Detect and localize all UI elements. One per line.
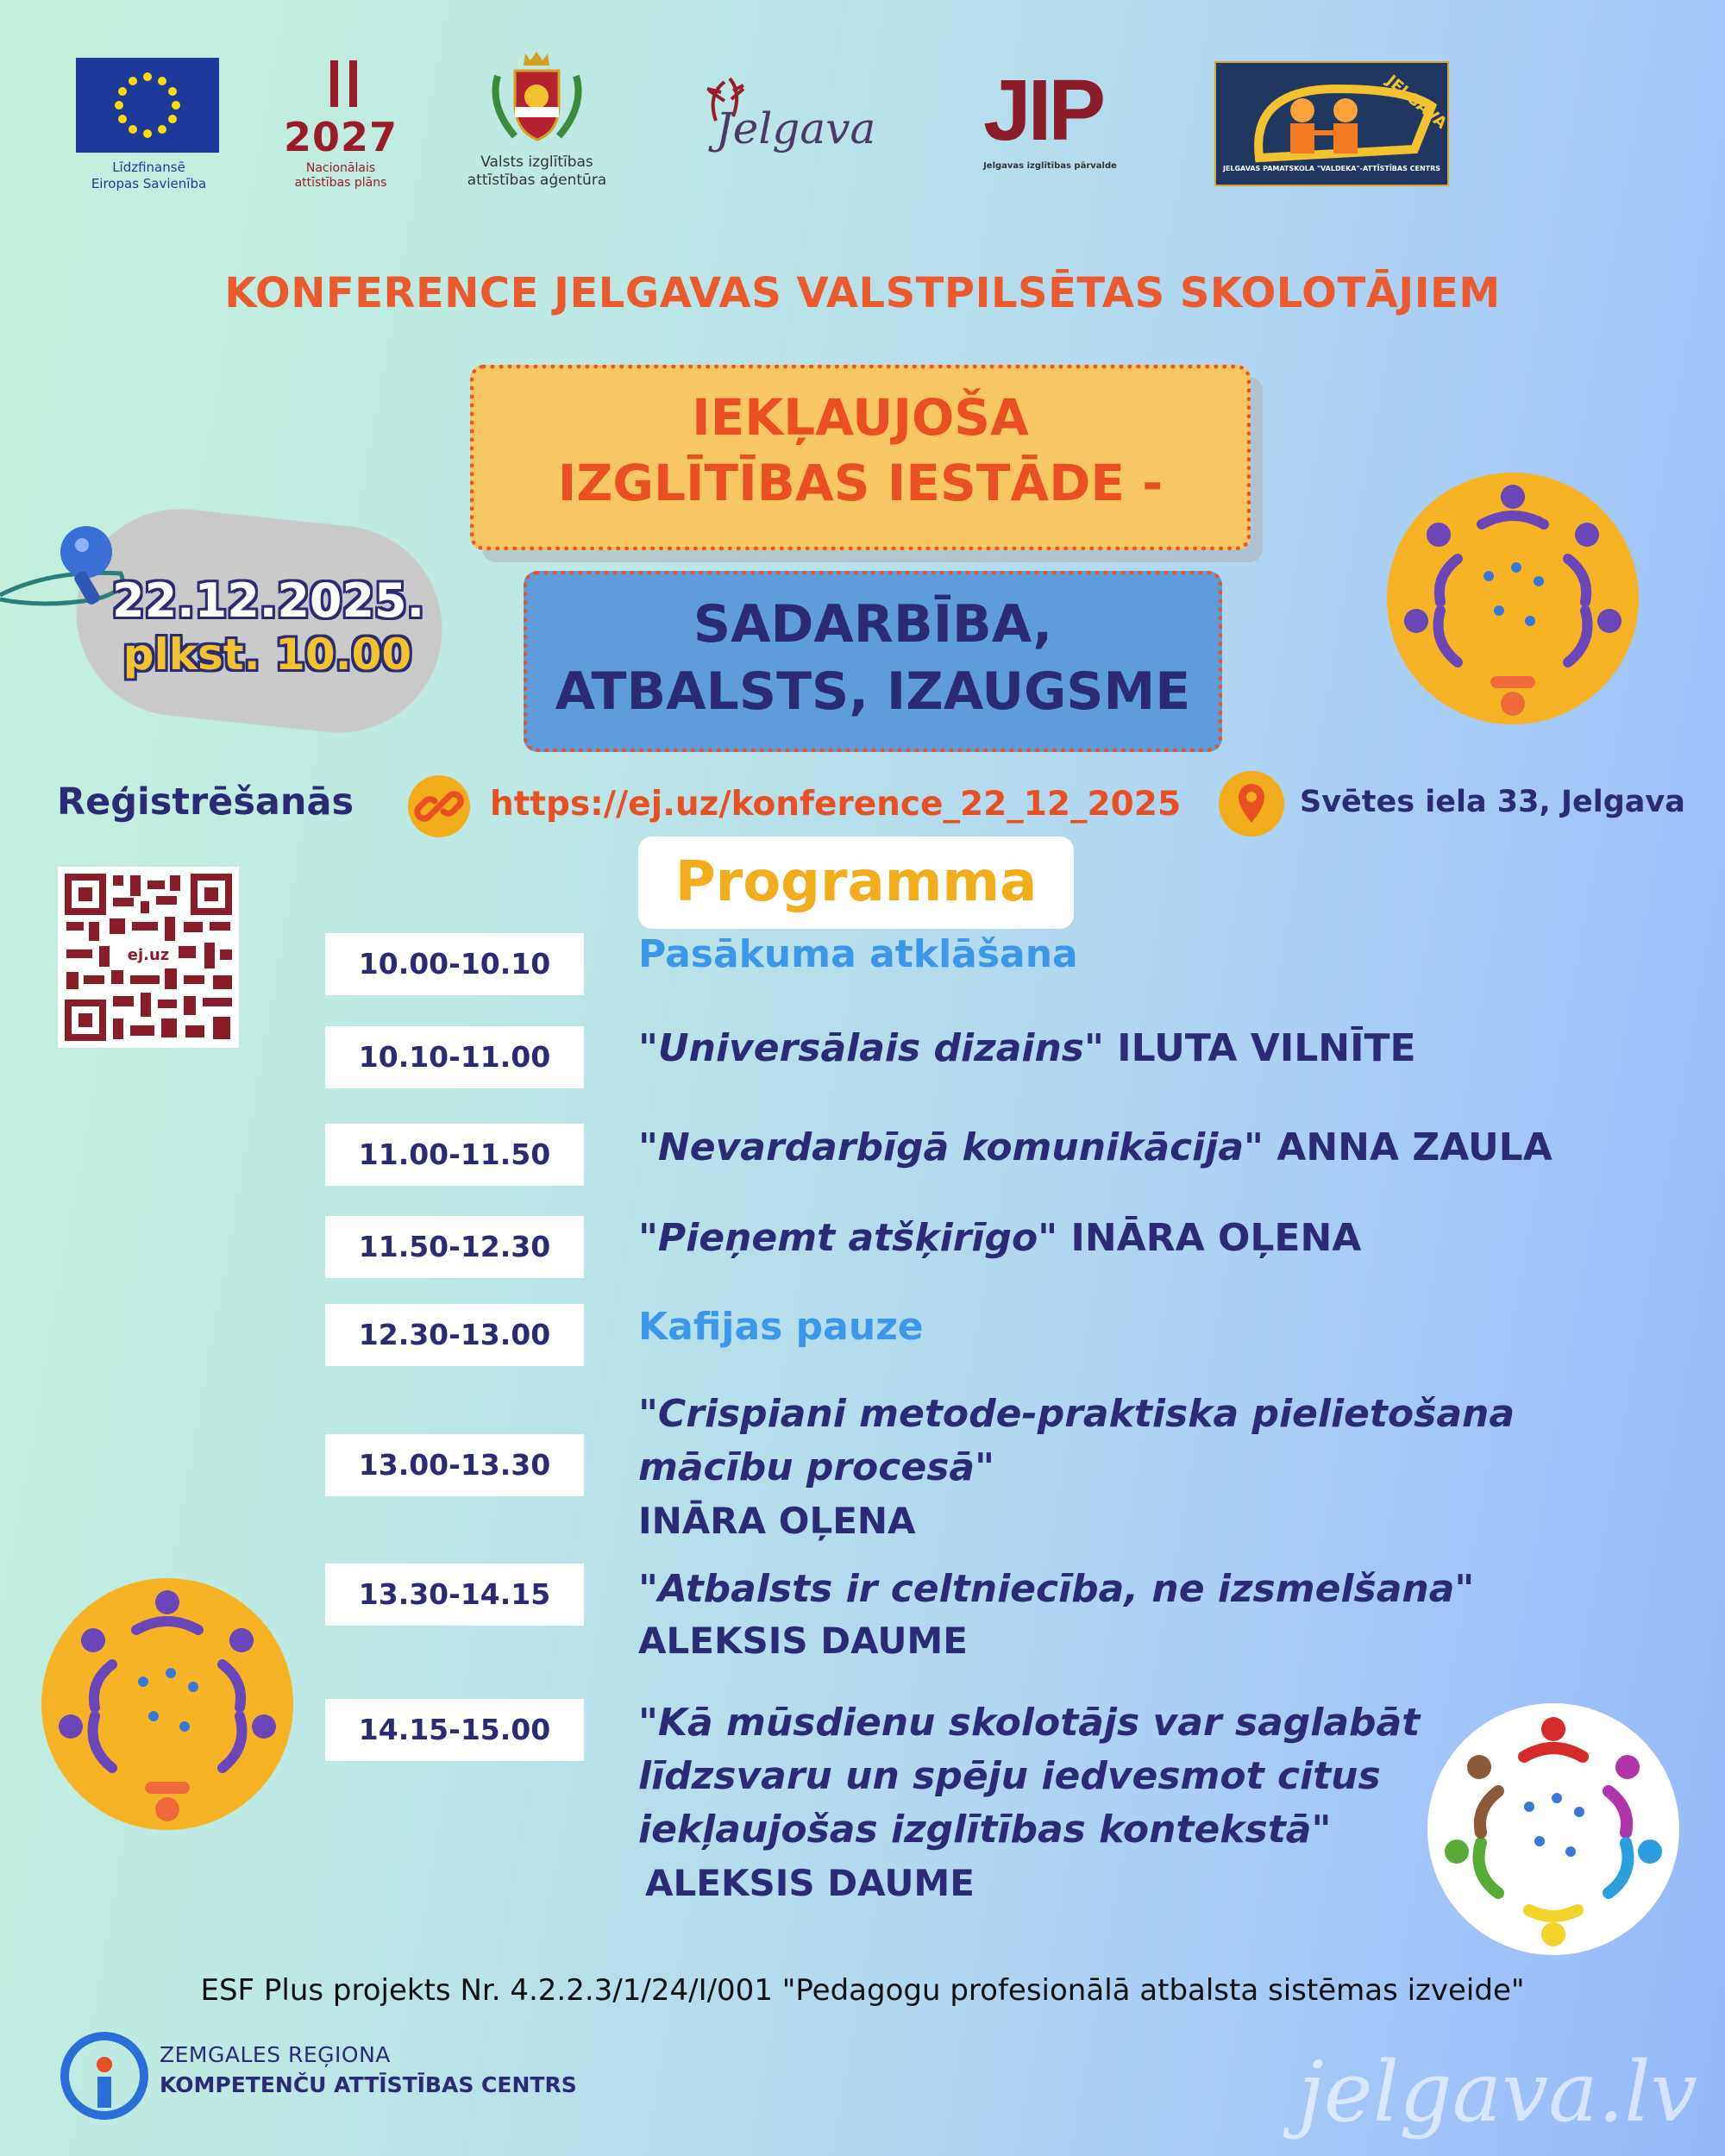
jelgava-watermark: jelgava.lv — [1298, 2044, 1697, 2140]
programme-item-title: "Universālais dizains" — [638, 1026, 1104, 1070]
programme-speaker: ALEKSIS DAUME — [645, 1862, 975, 1904]
viaa-caption-line1: Valsts izglītības — [480, 154, 593, 171]
subtitle-line2: ATBALSTS, IZAUGSME — [555, 661, 1191, 722]
viaa-caption-line2: attīstības aģentūra — [467, 172, 607, 189]
jelgava-logo-text: Jelgava — [715, 103, 876, 154]
viaa-caption — [448, 154, 625, 190]
programme-item — [638, 1022, 1416, 1075]
inclusion-circle-colorful-icon — [1427, 1703, 1679, 1955]
project-footer: ESF Plus projekts Nr. 4.2.2.3/1/24/I/001 "Pedagogu profesionālā atbalsta sistēmas izveide" — [200, 1973, 1525, 2008]
programme-item-title-line1: "Kā mūsdienu skolotājs var saglabāt — [638, 1701, 1421, 1745]
conference-title: KONFERENCE JELGAVAS VALSTPILSĒTAS SKOLOTĀJIEM — [224, 269, 1501, 317]
theme-line2: IZGLĪTĪBAS IESTĀDE - — [557, 454, 1164, 512]
nap-caption-line1: Nacionālais — [305, 161, 376, 175]
programme-item — [638, 1212, 1361, 1265]
jpvac-logo-name: JELGAVAS PAMATSKOLA "VALDEKA"-ATTĪSTĪBAS CENTRS — [1222, 165, 1441, 172]
programme-speaker: ALEKSIS DAUME — [638, 1620, 968, 1662]
jpvac-logo — [1214, 61, 1449, 186]
programme-item-title-line1: "Crispiani metode-praktiska pielietošana — [638, 1392, 1515, 1436]
programme-time: 12.30-13.00 — [325, 1304, 584, 1366]
programme-time: 13.00-13.30 — [325, 1434, 584, 1496]
qr-code[interactable] — [58, 867, 239, 1048]
programme-time: 10.00-10.10 — [325, 933, 584, 995]
programme-item-title: Kafijas pauze — [638, 1305, 924, 1349]
event-date: 22.12.2025. — [112, 573, 425, 628]
subtitle-box — [524, 571, 1222, 752]
event-address: Svētes iela 33, Jelgava — [1300, 785, 1685, 819]
programme-item-title-line2: mācību procesā" — [638, 1445, 994, 1489]
eu-caption — [60, 160, 237, 192]
coat-of-arms-icon — [487, 50, 586, 147]
jip-caption: Jelgavas izglītības pārvalde — [983, 161, 1117, 171]
eu-caption-line2: Eiropas Savienība — [91, 176, 207, 191]
inclusion-circle-icon — [41, 1578, 293, 1830]
registration-link[interactable]: https://ej.uz/konference_22_12_2025 — [490, 785, 1182, 824]
nap-caption — [267, 161, 414, 191]
event-time: plkst. 10.00 — [122, 630, 412, 680]
theme-line1: IEKĻAUJOŠA — [692, 388, 1029, 447]
nap-caption-line2: attīstības plāns — [294, 176, 387, 190]
programme-item-title: "Pieņemt atšķirīgo" — [638, 1216, 1058, 1260]
programme-item-title: Pasākuma atklāšana — [638, 932, 1078, 976]
programme-speaker: ANNA ZAULA — [1276, 1125, 1552, 1169]
programme-item-title: "Atbalsts ir celtniecība, ne izsmelšana" — [638, 1567, 1475, 1611]
programme-item — [638, 1121, 1552, 1175]
programme-item-title-line3: iekļaujošas izglītības kontekstā" — [638, 1808, 1332, 1852]
programme-time: 11.00-11.50 — [325, 1124, 584, 1186]
programme-time: 10.10-11.00 — [325, 1026, 584, 1088]
link-icon — [407, 774, 471, 838]
eu-flag-logo — [76, 58, 219, 153]
jip-logo: JIP — [983, 62, 1103, 159]
nap-year: 2027 — [283, 114, 398, 160]
programme-time: 13.30-14.15 — [325, 1564, 584, 1626]
programme-time: 14.15-15.00 — [325, 1699, 584, 1761]
eu-stars-icon — [76, 58, 219, 153]
inclusion-circle-icon — [1387, 473, 1639, 724]
programme-time: 11.50-12.30 — [325, 1216, 584, 1278]
programme-item-title: "Nevardarbīgā komunikācija" — [638, 1125, 1264, 1169]
theme-box — [470, 365, 1251, 550]
programme-item-title-line2: līdzsvaru un spēju iedvesmot citus — [638, 1754, 1381, 1798]
programme-title: Programma — [638, 837, 1074, 929]
jpvac-logo-word: JELGAVA — [1383, 72, 1451, 133]
org-name-line2: KOMPETENČU ATTĪSTĪBAS CENTRS — [160, 2072, 577, 2097]
eu-caption-line1: Līdzfinansē — [112, 160, 185, 175]
zrkac-logo-icon — [57, 2028, 152, 2123]
registration-label: Reģistrēšanās — [57, 780, 354, 824]
subtitle-line1: SADARBĪBA, — [693, 594, 1053, 655]
org-name-line1: ZEMGALES REĢIONA — [160, 2042, 391, 2067]
programme-item — [638, 1563, 1474, 1666]
programme-item — [638, 1696, 1420, 1910]
location-pin-icon — [1218, 770, 1285, 837]
programme-item — [638, 1388, 1515, 1548]
programme-speaker: ILUTA VILNĪTE — [1117, 1026, 1416, 1070]
programme-speaker: INĀRA OĻENA — [638, 1500, 916, 1542]
programme-speaker: INĀRA OĻENA — [1070, 1216, 1362, 1260]
qr-center-label: ej.uz — [127, 946, 170, 964]
